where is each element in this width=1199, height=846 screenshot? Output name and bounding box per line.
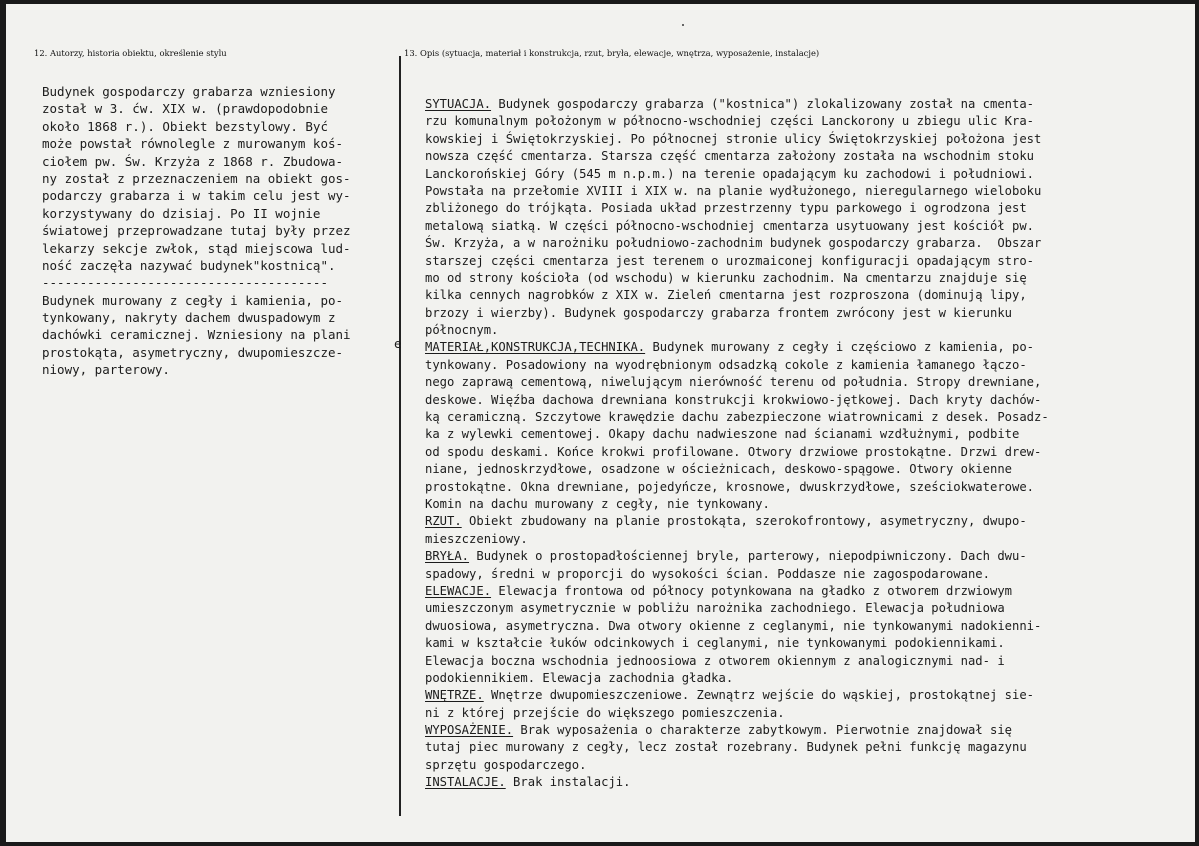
line-body: nego zaprawą cementową, niwelującym nierówność terenu od południa. Stropy drewniane, [425,375,1042,390]
line-body: Budynek gospodarczy grabarza ("kostnica") zlokalizowany został na cmenta- [491,97,1035,111]
right-text-line [425,600,1049,617]
right-text-line [425,618,1049,635]
right-text-line [425,774,1049,791]
section-heading: SYTUACJA. [425,97,492,111]
line-body: rzu komunalnym położonym w północno-wschodniej części Lanckorony u zbiegu ulic Kra- [425,114,1035,129]
right-text-line [425,96,1049,113]
right-text-line [425,513,1049,530]
left-para1-line: korzystywany do dzisiaj. Po II wojnie [42,205,321,221]
left-para1-line: ny został z przeznaczeniem na obiekt gos- [42,170,351,186]
line-body: Budynek murowany z cegły i częściowo z kamienia, po- [645,340,1035,355]
line-body: brzozy i wierzby). Budynek gospodarczy grabarza frontem zwrócony jest w kierunku [425,305,1012,320]
line-body: Wnętrze dwupomieszczeniowe. Zewnątrz wejście do wąskiej, prostokątnej sie- [483,688,1035,703]
right-text-line [425,653,1049,670]
right-text-line [425,270,1049,287]
line-body: tynkowany. Posadowiony na wyodrębnionym odsadzką cokole z kamienia łamanego łączo- [425,357,1027,372]
line-body: spadowy, średni w proporcji do wysokości ścian. Poddasze nie zagospodarowane. [425,566,990,581]
left-para1-line: ciołem pw. Św. Krzyża z 1868 r. Zbudowa- [42,153,344,169]
right-text-line [425,409,1049,426]
left-para2-line: prostokąta, asymetryczny, dwupomieszcze- [42,344,344,360]
right-text-line [425,444,1049,461]
document-sheet [6,4,1195,842]
left-para2-line: tynkowany, nakryty dachem dwuspadowym z [42,310,336,326]
line-body: nowsza część cmentarza. Starsza część cmentarza założony została na wschodnim stoku [425,149,1035,164]
line-body: niane, jednoskrzydłowe, osadzone w ościeżnicach, deskowo-spągowe. Otwory okienne [425,462,1012,477]
right-text-line [425,531,1049,548]
right-text-line [425,722,1049,739]
line-body: podokiennikiem. Elewacja zachodnia gładka. [425,670,734,685]
line-body: północnym. [425,323,499,338]
line-body: tutaj piec murowany z cegły, lecz został rozebrany. Budynek pełni funkcję magazynu [425,740,1027,755]
section-heading: WYPOSAŻENIE. [425,723,514,738]
right-text-line [425,200,1049,217]
line-body: Elewacja frontowa od północy potynkowana na gładko z otworem drzwiowym [491,583,1013,598]
right-text-line [425,357,1049,374]
line-body: prostokątne. Okna drewniane, pojedyńcze, krosnowe, dwuskrzydłowe, sześciokwaterowe. [425,479,1035,494]
line-body: metalową siatką. W części północno-wschodniej cmentarza usytuowany jest kościół pw. [425,218,1035,233]
line-body: zbliżonego do trójkąta. Posiada układ przestrzenny typu parkowego i ogrodzona jest [425,201,1027,216]
right-text-line [425,496,1049,513]
section-heading: BRYŁA. [425,549,470,564]
line-body: kami w kształcie łuków odcinkowych i ceglanymi, nie tynkowanymi podokiennikami. [425,636,1005,651]
right-text-line [425,113,1049,130]
right-text-line [425,235,1049,252]
section-heading: MATERIAŁ,KONSTRUKCJA,TECHNIKA. [425,340,646,355]
line-body: sprzętu gospodarczego. [425,757,587,772]
right-text-line [425,479,1049,496]
right-text-line [425,548,1049,565]
left-para1-line: lekarzy sekcje zwłok, stąd miejscowa lud- [42,240,351,256]
overflow-char: e [394,336,402,351]
section-heading: INSTALACJE. [425,775,506,790]
scan-mark [682,24,684,26]
line-body: ni z której przejście do większego pomieszczenia. [425,705,785,720]
right-text-line [425,218,1049,235]
right-text-line [425,148,1049,165]
right-text-line [425,583,1049,600]
left-para2-line: dachówki ceramicznej. Wzniesiony na plani [42,327,351,343]
right-column-text [425,96,1049,792]
section-heading: WNĘTRZE. [425,688,484,703]
line-body: deskowe. Więźba dachowa drewniana konstrukcji krokwiowo-jętkowej. Dach kryty dachów- [425,392,1042,407]
left-para1-line: ność zaczęła nazywać budynek"kostnicą". [42,257,336,273]
right-text-line [425,757,1049,774]
left-para1-line: Budynek gospodarczy grabarza wzniesiony [42,84,336,99]
line-body: Budynek o prostopadłościennej bryle, parterowy, niepodpiwniczony. Dach dwu- [469,549,1027,564]
column-divider [399,56,401,816]
right-text-line [425,339,1049,356]
section-heading: RZUT. [425,514,462,529]
right-text-line [425,305,1049,322]
right-text-line [425,322,1049,339]
line-body: mieszczeniowy. [425,531,528,546]
right-text-line [425,670,1049,687]
line-body: ka z wylewki cementowej. Okapy dachu nadwieszone nad ścianami wzdłużnymi, podbite [425,427,1020,442]
left-para1-line: może powstał równolegle z murowanym koś- [42,136,344,152]
line-body: umieszczonym asymetrycznie w pobliżu narożnika zachodniego. Elewacja południowa [425,601,1005,616]
line-body: kowskiej i Świętokrzyskiej. Po północnej stronie ulicy Świętokrzyskiej położona jest [425,131,1042,146]
section-heading: ELEWACJE. [425,583,492,598]
line-body: ką ceramiczną. Szczytowe krawędzie dachu zabezpieczone wiatrownicami z desek. Posadz- [425,410,1049,425]
line-body: Lanckorońskiej Góry (545 m n.p.m.) na terenie opadającym ku zachodowi i południowi. [425,166,1035,181]
line-body: kilka cennych nagrobków z XIX w. Zieleń cmentarna jest rozproszona (dominują lipy, [425,288,1027,303]
right-text-line [425,635,1049,652]
right-text-line [425,426,1049,443]
right-text-line [425,131,1049,148]
line-body: mo od strony kościoła (od wschodu) w kierunku zachodnim. Na cmentarzu znajduje się [425,270,1027,285]
right-text-line [425,166,1049,183]
right-text-line [425,253,1049,270]
left-para1-line: został w 3. ćw. XIX w. (prawdopodobnie [42,101,328,117]
line-body: Powstała na przełomie XVIII i XIX w. na planie wydłużonego, nieregularnego wieloboku [425,183,1042,198]
line-body: Brak wyposażenia o charakterze zabytkowym. Pierwotnie znajdował się [513,723,1013,738]
section-12-header: 12. Autorzy, historia obiektu, określenie stylu [34,48,227,58]
right-text-line [425,739,1049,756]
line-body: starszej części cmentarza jest terenem o urozmaiconej konfiguracji opadającym stro- [425,253,1035,268]
right-text-line [425,374,1049,391]
left-para1-line: światowej przeprowadzane tutaj były przez [42,223,351,239]
left-para1-line: około 1868 r.). Obiekt bezstylowy. Być [42,118,328,134]
right-text-line [425,183,1049,200]
dashed-separator: -------------------------------------- [42,275,328,291]
section-13-header: 13. Opis (sytuacja, materiał i konstrukcja, rzut, bryła, elewacje, wnętrza, wyposażenie, instalacje) [404,48,820,58]
left-para1-line: podarczy grabarza i w takim celu jest wy- [42,188,351,204]
right-text-line [425,566,1049,583]
left-para2-line: niowy, parterowy. [42,362,170,378]
right-text-line [425,705,1049,722]
line-body: Elewacja boczna wschodnia jednoosiowa z otworem okiennym z analogicznymi nad- i [425,653,1005,668]
line-body: od spodu deskami. Końce krokwi profilowane. Otwory drzwiowe prostokątne. Drzwi drew- [425,444,1042,459]
line-body: dwuosiowa, asymetryczna. Dwa otwory okienne z ceglanymi, nie tynkowanymi nadokienni- [425,618,1042,633]
line-body: Brak instalacji. [505,775,631,790]
right-text-line [425,287,1049,304]
left-para2-line: Budynek murowany z cegły i kamienia, po- [42,292,344,308]
left-column-text [42,83,351,379]
line-body: Obiekt zbudowany na planie prostokąta, szerokofrontowy, asymetryczny, dwupo- [461,514,1027,529]
right-text-line [425,687,1049,704]
line-body: Komin na dachu murowany z cegły, nie tynkowany. [425,496,770,511]
line-body: Św. Krzyża, a w narożniku południowo-zachodnim budynek gospodarczy grabarza. Obszar [425,236,1042,251]
right-text-line [425,392,1049,409]
right-text-line [425,461,1049,478]
